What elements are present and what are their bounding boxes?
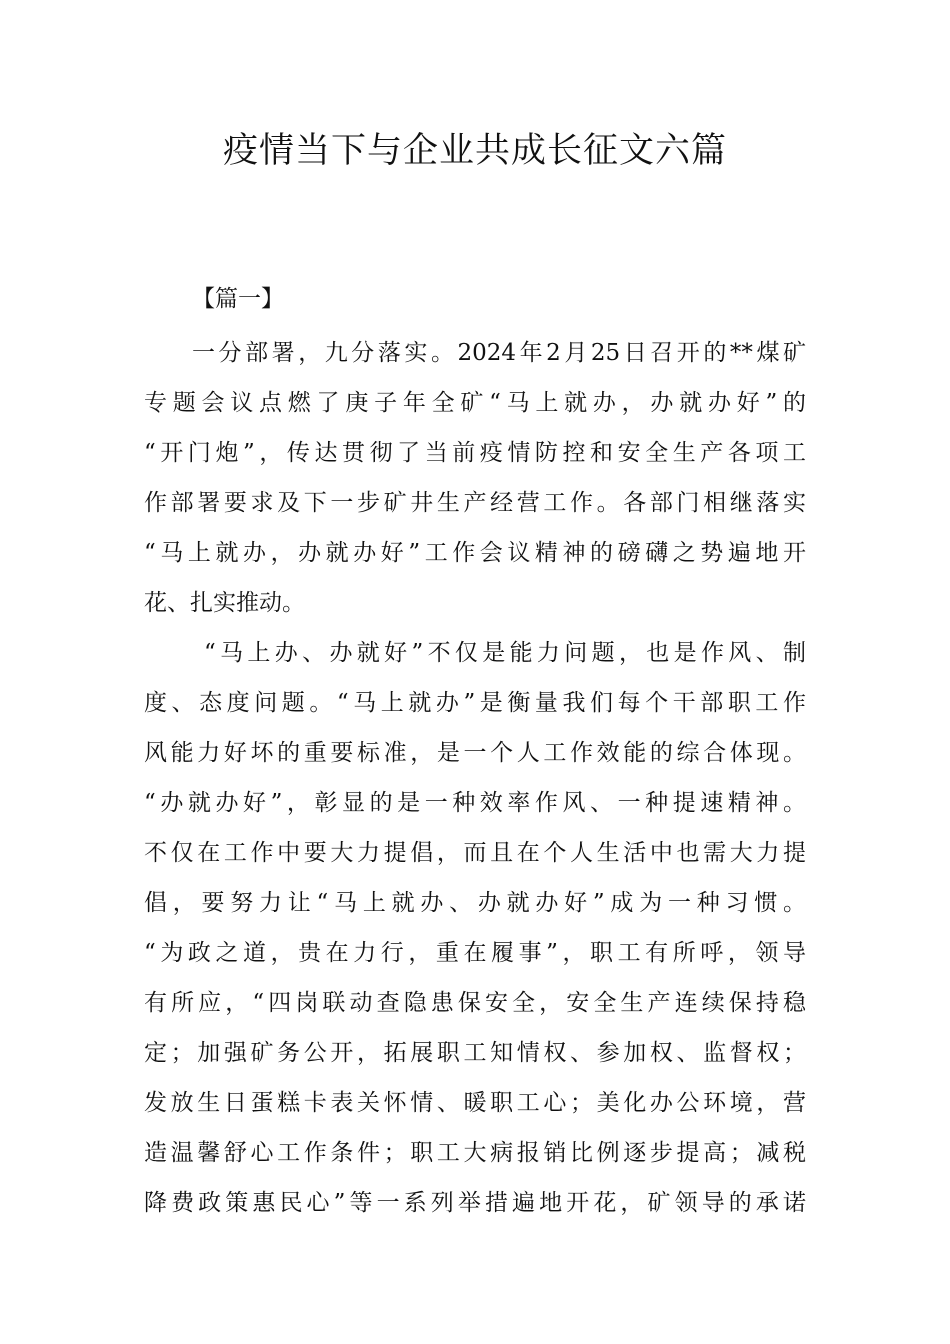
text-line: “为政之道，贵在力行，重在履事”，职工有所呼，领导 (144, 940, 806, 966)
text-line: 专题会议点燃了庚子年全矿“马上就办，办就办好”的 (144, 390, 806, 416)
text-line: “马上就办，办就办好”工作会议精神的磅礴之势遍地开 (144, 540, 806, 566)
text-line: 作部署要求及下一步矿井生产经营工作。各部门相继落实 (144, 490, 806, 516)
text-line: “马上办、办就好”不仅是能力问题，也是作风、制 (204, 640, 806, 666)
text-line: “开门炮”，传达贯彻了当前疫情防控和安全生产各项工 (144, 440, 806, 466)
text-line: 度、态度问题。“马上就办”是衡量我们每个干部职工作 (144, 690, 806, 716)
section-label: 【篇一】 (192, 286, 284, 312)
text-line: 一分部署，九分落实。2024年2月25日召开的**煤矿 (192, 340, 806, 366)
text-line: 风能力好坏的重要标准，是一个人工作效能的综合体现。 (144, 740, 806, 766)
text-line: “办就办好”，彰显的是一种效率作风、一种提速精神。 (144, 790, 806, 816)
document-title: 疫情当下与企业共成长征文六篇 (222, 131, 727, 171)
text-line: 有所应，“四岗联动查隐患保安全，安全生产连续保持稳 (144, 990, 806, 1016)
text-line: 降费政策惠民心”等一系列举措遍地开花，矿领导的承诺 (144, 1190, 806, 1216)
text-line: 倡，要努力让“马上就办、办就办好”成为一种习惯。 (144, 890, 806, 916)
text-line: 造温馨舒心工作条件；职工大病报销比例逐步提高；减税 (144, 1140, 806, 1166)
text-line: 定；加强矿务公开，拓展职工知情权、参加权、监督权； (144, 1040, 806, 1066)
text-line: 花、扎实推动。 (144, 590, 305, 616)
text-line: 发放生日蛋糕卡表关怀情、暖职工心；美化办公环境，营 (144, 1090, 806, 1116)
body-text (144, 328, 806, 1228)
text-line: 不仅在工作中要大力提倡，而且在个人生活中也需大力提 (144, 840, 806, 866)
